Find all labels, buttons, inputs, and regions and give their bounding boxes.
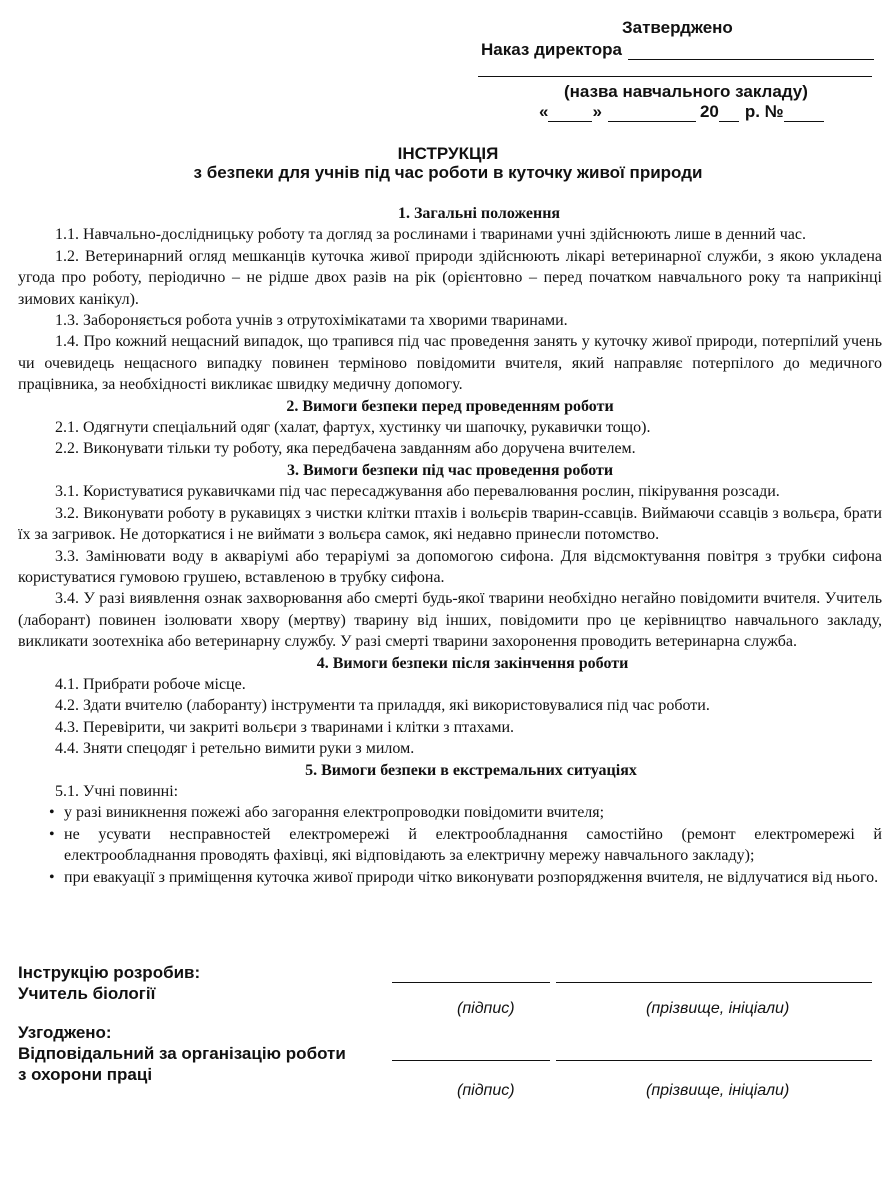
list-item bbox=[18, 867, 882, 888]
bullet-icon: • bbox=[49, 825, 55, 843]
paragraph: 5.1. Учні повинні: bbox=[55, 782, 179, 800]
day-blank bbox=[548, 104, 592, 122]
agreed-name-line bbox=[556, 1060, 872, 1061]
signature-hint: (підпис) bbox=[457, 1082, 515, 1099]
approval-title: Затверджено bbox=[622, 18, 733, 37]
section-heading: 2. Вимоги безпеки перед проведенням роботи bbox=[286, 397, 614, 415]
list-item-text: у разі виникнення пожежі або загорання електропроводки повідомити вчителя; bbox=[64, 804, 605, 822]
developer-signature-line bbox=[392, 982, 550, 983]
paragraph: 2.2. Виконувати тільки ту роботу, яка передбачена завданням або доручена вчителем. bbox=[55, 440, 636, 458]
instruction-body bbox=[18, 203, 882, 888]
list-item-text: не усувати несправностей електромережі й електрообладнання самостійно (ремонт електромережі й електрообладнання проводять фахівці, які відповідають за електричну мережу навчального закладу); bbox=[64, 825, 882, 865]
section-heading: 4. Вимоги безпеки після закінчення роботи bbox=[316, 654, 629, 672]
section-heading: 5. Вимоги безпеки в екстремальних ситуаціях bbox=[305, 761, 637, 779]
paragraph: 1.2. Ветеринарний огляд мешканців куточка живої природи здійснюють лікарі ветеринарної служби, з якою укладена угода про роботу, періодично – не рідше двох разів на рік (орієнтовно – перед початком навчального року та наприкінці зимових канікул). bbox=[18, 247, 882, 308]
date-close-quote: » bbox=[592, 102, 602, 121]
name-hint: (прізвище, ініціали) bbox=[646, 1000, 790, 1017]
list-item-text: при евакуації з приміщення куточка живої природи чітко виконувати розпорядження вчителя, не відлучатися від нього. bbox=[64, 868, 879, 886]
bullet-list bbox=[18, 802, 882, 888]
bullet-icon: • bbox=[49, 804, 55, 822]
order-line bbox=[481, 40, 874, 60]
list-item bbox=[18, 824, 882, 867]
agreed-label: Узгоджено: bbox=[18, 1023, 112, 1042]
paragraph: 4.3. Перевірити, чи закриті вольєри з тваринами і клітки з птахами. bbox=[55, 718, 515, 736]
agreed-signature-line bbox=[392, 1060, 550, 1061]
developer-name-line bbox=[556, 982, 872, 983]
document-title: ІНСТРУКЦІЯ bbox=[397, 144, 499, 163]
section-heading: 1. Загальні положення bbox=[397, 205, 561, 222]
paragraph: 3.1. Користуватися рукавичками під час пересаджування або перевалювання рослин, пікірування розсади. bbox=[55, 483, 780, 501]
section-heading: 3. Вимоги безпеки під час проведення роботи bbox=[286, 461, 614, 479]
paragraph: 3.4. У разі виявлення ознак захворювання або смерті будь-якої тварини необхідно негайно повідомити вчителя. Учитель (лаборант) повинен ізолювати хвору (мертву) тварину від інших, повідомити про це керівництво навчального закладу, викликати зоотехніка або ветеринарну службу. У разі смерті тварини захоронення проводить ветеринарна служба. bbox=[18, 590, 882, 651]
signature-hint: (підпис) bbox=[457, 1000, 515, 1017]
agreed-position-cont: з охорони праці bbox=[18, 1065, 153, 1084]
bullet-icon: • bbox=[49, 868, 55, 886]
year-blank bbox=[719, 104, 739, 122]
document-subtitle: з безпеки для учнів під час роботи в куточку живої природи bbox=[193, 163, 703, 182]
school-name-blank bbox=[478, 76, 872, 77]
paragraph: 4.2. Здати вчителю (лаборанту) інструменти та приладдя, які використовувалися під час роботи. bbox=[55, 697, 710, 715]
date-line bbox=[539, 102, 824, 122]
order-label: Наказ директора bbox=[481, 40, 622, 59]
paragraph: 4.1. Прибрати робоче місце. bbox=[55, 675, 246, 693]
agreed-block bbox=[18, 1022, 346, 1085]
paragraph: 1.3. Забороняється робота учнів з отрутохімікатами та хворими тваринами. bbox=[55, 312, 568, 330]
paragraph: 3.2. Виконувати роботу в рукавицях з чистки клітки птахів і вольєрів тварин-ссавців. Виймаючи ссавців з вольєра, брати їх за загривок. Не доторкатися і не виймати з вольєра самок, які недавно принесли потомство. bbox=[18, 504, 882, 544]
list-item bbox=[18, 802, 882, 823]
year-suffix: р. № bbox=[744, 102, 784, 121]
developer-label: Інструкцію розробив: bbox=[18, 963, 201, 982]
agreed-position: Відповідальний за організацію роботи bbox=[18, 1044, 346, 1063]
order-blank bbox=[628, 42, 874, 60]
date-open-quote: « bbox=[539, 102, 549, 121]
developer-block bbox=[18, 962, 200, 1004]
paragraph: 1.4. Про кожний нещасний випадок, що трапився під час проведення занять у куточку живої природи, потерпілий учень чи очевидець нещасного випадку повинен терміново повідомити вчителя, який направляє потерпілого до медичного працівника, за необхідності викликає швидку медичну допомогу. bbox=[18, 333, 882, 394]
paragraph: 3.3. Замінювати воду в акваріумі або тераріумі за допомогою сифона. Для відсмоктування повітря з трубки сифона користуватися гумовою грушею, вставленою в трубку сифона. bbox=[18, 547, 882, 586]
number-blank bbox=[784, 104, 824, 122]
paragraph: 1.1. Навчально-дослідницьку роботу та догляд за рослинами і тваринами учні здійснюють лише в денний час. bbox=[55, 226, 806, 244]
month-blank bbox=[608, 104, 696, 122]
name-hint: (прізвище, ініціали) bbox=[646, 1082, 790, 1099]
paragraph: 2.1. Одягнути спеціальний одяг (халат, фартух, хустинку чи шапочку, рукавички тощо). bbox=[55, 419, 651, 437]
school-name-hint: (назва навчального закладу) bbox=[564, 82, 808, 101]
year-prefix: 20 bbox=[699, 102, 719, 121]
paragraph: 4.4. Зняти спецодяг і ретельно вимити руки з милом. bbox=[55, 740, 415, 758]
developer-position: Учитель біології bbox=[18, 984, 156, 1003]
